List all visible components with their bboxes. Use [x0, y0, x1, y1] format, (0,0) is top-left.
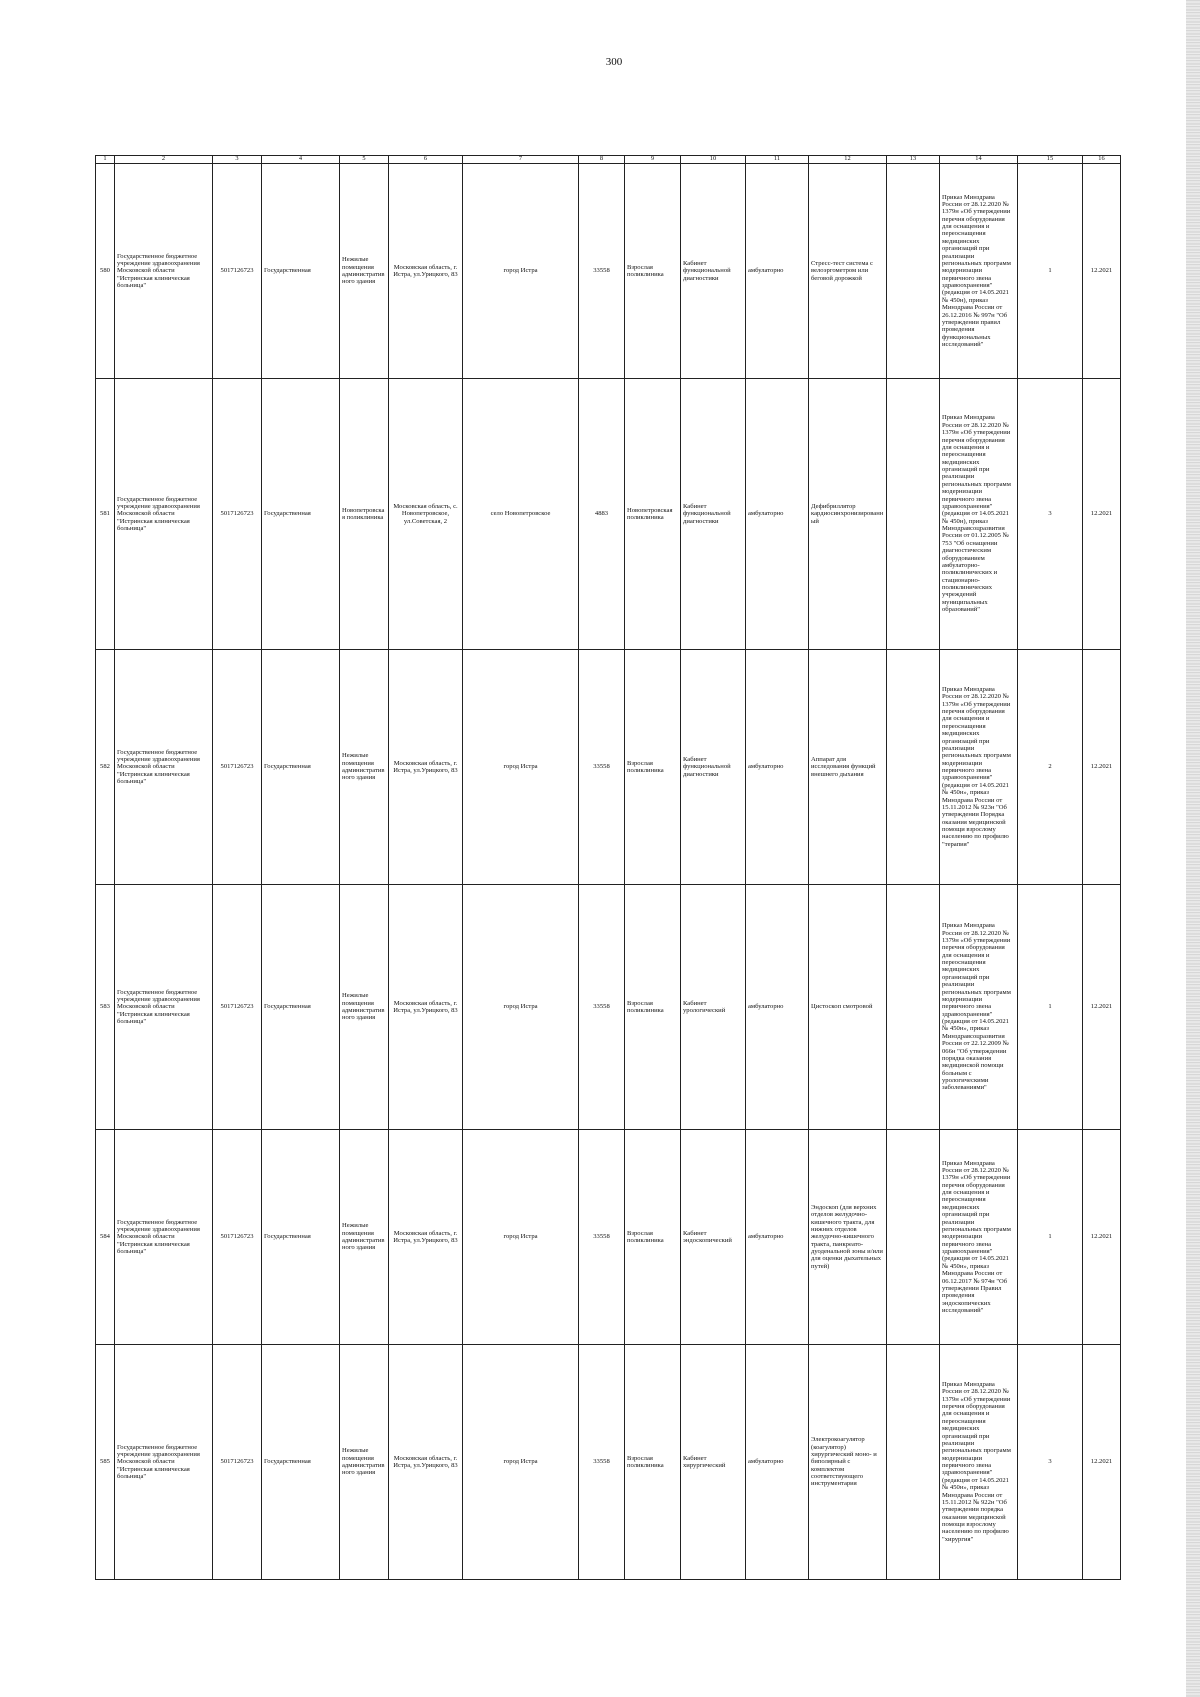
address: Московская область, г. Истра, ул.Урицкого, 83 [389, 1130, 463, 1345]
locality: город Истра [463, 885, 579, 1130]
regulatory-basis [940, 1345, 1018, 1580]
cabinet: Кабинет функциональной диагностики [681, 650, 746, 885]
premises-type: Нежилые помещения административного здания [340, 1130, 389, 1345]
row-number: 583 [96, 885, 115, 1130]
column-number: 7 [463, 156, 579, 164]
organization-name: Государственное бюджетное учреждение здравоохранения Московской области "Истринская клиническая больница" [115, 1345, 213, 1580]
regulatory-basis [940, 164, 1018, 379]
oktmo-code: 4883 [579, 379, 625, 650]
locality: город Истра [463, 650, 579, 885]
ownership-type: Государственная [262, 1345, 340, 1580]
column-number: 8 [579, 156, 625, 164]
delivery-date: 12.2021 [1083, 650, 1121, 885]
column-number: 4 [262, 156, 340, 164]
department: Взрослая поликлиника [625, 1130, 681, 1345]
quantity: 1 [1018, 885, 1083, 1130]
oktmo-code: 33558 [579, 1130, 625, 1345]
organization-name: Государственное бюджетное учреждение здравоохранения Московской области "Истринская клиническая больница" [115, 650, 213, 885]
delivery-date: 12.2021 [1083, 1130, 1121, 1345]
organization-name: Государственное бюджетное учреждение здравоохранения Московской области "Истринская клиническая больница" [115, 379, 213, 650]
regulatory-basis [940, 885, 1018, 1130]
cabinet: Кабинет эндоскопический [681, 1130, 746, 1345]
department: Взрослая поликлиника [625, 650, 681, 885]
register-table [95, 155, 1121, 1580]
premises-type: Нежилые помещения административного здания [340, 164, 389, 379]
ownership-type: Государственная [262, 1130, 340, 1345]
regulatory-basis-text: Приказ Минздрава России от 28.12.2020 № 1379н «Об утверждении перечня оборудования для оснащения и переоснащения медицинских организаций при реализации региональных программ модернизации первичного звена здравоохранения"(редакция от 14.05.2021 № 450н», приказ Минздрава России от 15.11.2012 № 922н "Об утверждении порядка оказания медицинской помощи взрослому населению по профилю "хирургия" [942, 1380, 1011, 1543]
cabinet: Кабинет урологический [681, 885, 746, 1130]
quantity: 3 [1018, 379, 1083, 650]
quantity: 1 [1018, 164, 1083, 379]
row-number: 582 [96, 650, 115, 885]
page-number: 300 [605, 56, 623, 68]
empty-cell [887, 885, 940, 1130]
column-number: 5 [340, 156, 389, 164]
organization-name: Государственное бюджетное учреждение здравоохранения Московской области "Истринская клиническая больница" [115, 885, 213, 1130]
inn-code: 5017126723 [213, 379, 262, 650]
row-number: 580 [96, 164, 115, 379]
table-row [96, 1345, 1121, 1580]
ownership-type: Государственная [262, 885, 340, 1130]
column-number: 2 [115, 156, 213, 164]
delivery-date: 12.2021 [1083, 164, 1121, 379]
address: Московская область, г. Истра, ул.Урицкого, 83 [389, 1345, 463, 1580]
equipment-name: Эндоскоп (для верхних отделов желудочно-кишечного тракта, для нижних отделов желудочно-кишечного тракта, панкреато-дуоденальной зоны и/или для оценки дыхательных путей) [809, 1130, 887, 1345]
column-number: 12 [809, 156, 887, 164]
department: Взрослая поликлиника [625, 1345, 681, 1580]
locality: город Истра [463, 1345, 579, 1580]
column-number: 10 [681, 156, 746, 164]
care-type: амбулаторно [746, 379, 809, 650]
regulatory-basis [940, 379, 1018, 650]
table-row [96, 164, 1121, 379]
cabinet: Кабинет хирургический [681, 1345, 746, 1580]
cabinet: Кабинет функциональной диагностики [681, 379, 746, 650]
column-number: 13 [887, 156, 940, 164]
care-type: амбулаторно [746, 164, 809, 379]
quantity: 1 [1018, 1130, 1083, 1345]
department: Взрослая поликлиника [625, 885, 681, 1130]
delivery-date: 12.2021 [1083, 379, 1121, 650]
locality: город Истра [463, 1130, 579, 1345]
premises-type: Нежилые помещения административного здания [340, 650, 389, 885]
equipment-name: Аппарат для исследования функций внешнего дыхания [809, 650, 887, 885]
department: Новопетровская поликлиника [625, 379, 681, 650]
inn-code: 5017126723 [213, 1345, 262, 1580]
address: Московская область, с. Новопетровское, ул.Советская, 2 [389, 379, 463, 650]
organization-name: Государственное бюджетное учреждение здравоохранения Московской области "Истринская клиническая больница" [115, 1130, 213, 1345]
cabinet: Кабинет функциональной диагностики [681, 164, 746, 379]
regulatory-basis-text: Приказ Минздрава России от 28.12.2020 № 1379н «Об утверждении перечня оборудования для оснащения и переоснащения медицинских организаций при реализации региональных программ модернизации первичного звена здравоохранения"(редакция от 14.05.2021 № 450н», приказ Минздрава России от 06.12.2017 № 974н "Об утверждении Правил проведения эндоскопических исследований" [942, 1159, 1011, 1315]
delivery-date: 12.2021 [1083, 885, 1121, 1130]
table-row [96, 379, 1121, 650]
ownership-type: Государственная [262, 164, 340, 379]
column-number: 15 [1018, 156, 1083, 164]
inn-code: 5017126723 [213, 1130, 262, 1345]
equipment-name: Электрокоагулятор (коагулятор) хирургический моно- и биполярный с комплектом соответствующего инструментария [809, 1345, 887, 1580]
premises-type: Нежилые помещения административного здания [340, 885, 389, 1130]
premises-type: Нежилые помещения административного здания [340, 1345, 389, 1580]
regulatory-basis-text: Приказ Минздрава России от 28.12.2020 № 1379н «Об утверждении перечня оборудования для оснащения и переоснащения медицинских организаций при реализации региональных программ модернизации первичного звена здравоохранения"(редакция от 14.05.2021 № 450н), приказ Минздравсоцразвития России от 01.12.2005 № 753 "Об оснащении диагностическим оборудованием амбулаторно-поликлинических и стационарно-поликлинических учреждений муниципальных образований" [942, 414, 1011, 614]
column-number: 1 [96, 156, 115, 164]
row-number: 581 [96, 379, 115, 650]
empty-cell [887, 1130, 940, 1345]
ownership-type: Государственная [262, 379, 340, 650]
row-number: 585 [96, 1345, 115, 1580]
column-number: 16 [1083, 156, 1121, 164]
locality: город Истра [463, 164, 579, 379]
ownership-type: Государственная [262, 650, 340, 885]
column-number: 9 [625, 156, 681, 164]
column-number: 11 [746, 156, 809, 164]
equipment-name: Стресс-тест система с велоэргометром или беговой дорожкой [809, 164, 887, 379]
table-row [96, 650, 1121, 885]
empty-cell [887, 650, 940, 885]
column-number-row [96, 156, 1121, 164]
oktmo-code: 33558 [579, 164, 625, 379]
regulatory-basis-text: Приказ Минздрава России от 28.12.2020 № 1379н «Об утверждении перечня оборудования для оснащения и переоснащения медицинских организаций при реализации региональных программ модернизации первичного звена здравоохранения"(редакция от 14.05.2021 № 450н», приказ Минздрава России от 15.11.2012 № 923н "Об утверждении Порядка оказания медицинской помощи взрослому населению по профилю "терапия" [942, 685, 1011, 848]
column-number: 6 [389, 156, 463, 164]
table-row [96, 885, 1121, 1130]
inn-code: 5017126723 [213, 885, 262, 1130]
column-number: 3 [213, 156, 262, 164]
organization-name: Государственное бюджетное учреждение здравоохранения Московской области "Истринская клиническая больница" [115, 164, 213, 379]
address: Московская область, г. Истра, ул.Урицкого, 83 [389, 885, 463, 1130]
empty-cell [887, 1345, 940, 1580]
care-type: амбулаторно [746, 650, 809, 885]
equipment-name: Цистоскоп смотровой [809, 885, 887, 1130]
quantity: 2 [1018, 650, 1083, 885]
row-number: 584 [96, 1130, 115, 1345]
locality: село Новопетровское [463, 379, 579, 650]
oktmo-code: 33558 [579, 650, 625, 885]
oktmo-code: 33558 [579, 1345, 625, 1580]
table-row [96, 1130, 1121, 1345]
regulatory-basis [940, 1130, 1018, 1345]
quantity: 3 [1018, 1345, 1083, 1580]
scan-edge-artifact [1186, 0, 1200, 1697]
regulatory-basis-text: Приказ Минздрава России от 28.12.2020 № 1379н «Об утверждении перечня оборудования для оснащения и переоснащения медицинских организаций при реализации региональных программ модернизации первичного звена здравоохранения"(редакция от 14.05.2021 № 450н), приказ Минздрава России от 26.12.2016 № 997н "Об утверждении правил проведения функциональных исследований" [942, 193, 1011, 349]
department: Взрослая поликлиника [625, 164, 681, 379]
care-type: амбулаторно [746, 885, 809, 1130]
premises-type: Новопетровская поликлиника [340, 379, 389, 650]
care-type: амбулаторно [746, 1345, 809, 1580]
regulatory-basis-text: Приказ Минздрава России от 28.12.2020 № 1379н «Об утверждении перечня оборудования для оснащения и переоснащения медицинских организаций при реализации региональных программ модернизации первичного звена здравоохранения"(редакция от 14.05.2021 № 450н», приказ Минздравсоцразвития России от 22.12.2009 № 066н "Об утверждении порядка оказания медицинской помощи больным с урологическими заболеваниями" [942, 922, 1011, 1092]
inn-code: 5017126723 [213, 650, 262, 885]
empty-cell [887, 379, 940, 650]
column-number: 14 [940, 156, 1018, 164]
regulatory-basis [940, 650, 1018, 885]
address: Московская область, г. Истра, ул.Урицкого, 83 [389, 650, 463, 885]
care-type: амбулаторно [746, 1130, 809, 1345]
inn-code: 5017126723 [213, 164, 262, 379]
oktmo-code: 33558 [579, 885, 625, 1130]
empty-cell [887, 164, 940, 379]
address: Московская область, г. Истра, ул.Урицкого, 83 [389, 164, 463, 379]
delivery-date: 12.2021 [1083, 1345, 1121, 1580]
equipment-name: Дефибриллятор кардиосинхронизированный [809, 379, 887, 650]
